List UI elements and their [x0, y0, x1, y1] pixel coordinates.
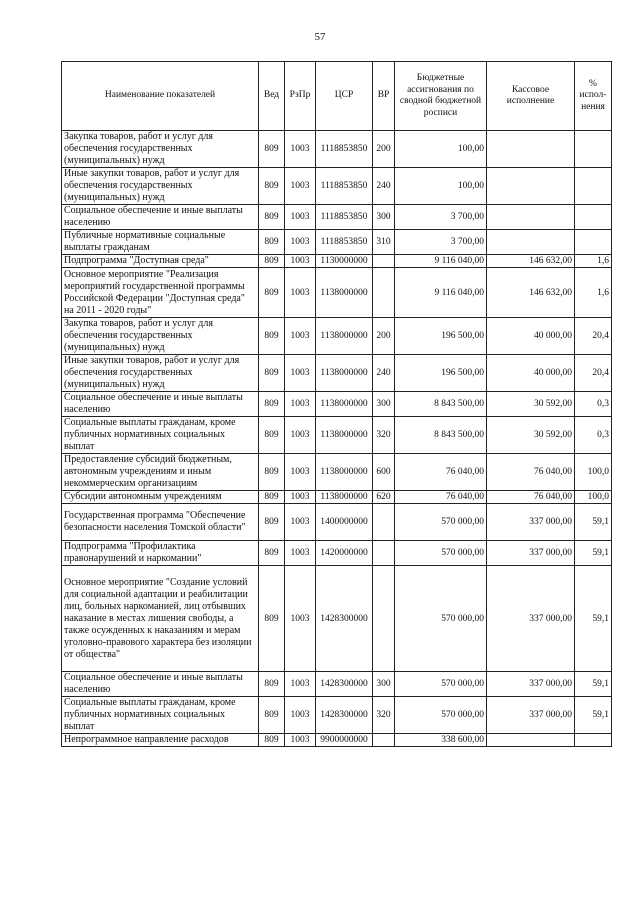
cell-csr: 1138000000: [316, 491, 373, 504]
cell-percent: [575, 734, 612, 747]
cell-budget: 570 000,00: [395, 504, 487, 541]
cell-cash: 337 000,00: [487, 504, 575, 541]
cell-budget: 570 000,00: [395, 541, 487, 566]
cell-budget: 9 116 040,00: [395, 255, 487, 268]
cell-percent: 0,3: [575, 417, 612, 454]
cell-percent: 59,1: [575, 697, 612, 734]
cell-cash: 337 000,00: [487, 566, 575, 672]
cell-budget: 100,00: [395, 168, 487, 205]
cell-name: Социальное обеспечение и иные выплаты населению: [62, 205, 259, 230]
cell-rzpr: 1003: [285, 417, 316, 454]
cell-percent: 20,4: [575, 355, 612, 392]
table-row: [62, 566, 612, 672]
cell-percent: [575, 168, 612, 205]
cell-vr: 320: [373, 417, 395, 454]
cell-ved: 809: [259, 168, 285, 205]
cell-percent: [575, 230, 612, 255]
cell-name: Социальное обеспечение и иные выплаты населению: [62, 672, 259, 697]
cell-cash: [487, 734, 575, 747]
cell-percent: 20,4: [575, 318, 612, 355]
cell-percent: 59,1: [575, 541, 612, 566]
cell-budget: 3 700,00: [395, 205, 487, 230]
header-budget: Бюджетные ассигнования по сводной бюджетной росписи: [395, 62, 487, 131]
cell-cash: 30 592,00: [487, 392, 575, 417]
cell-ved: 809: [259, 131, 285, 168]
cell-ved: 809: [259, 491, 285, 504]
cell-csr: 1118853850: [316, 230, 373, 255]
cell-rzpr: 1003: [285, 697, 316, 734]
cell-name: Подпрограмма "Профилактика правонарушений и наркомании": [62, 541, 259, 566]
header-csr: ЦСР: [316, 62, 373, 131]
table-row: [62, 734, 612, 747]
cell-vr: 300: [373, 205, 395, 230]
cell-cash: [487, 131, 575, 168]
cell-vr: 310: [373, 230, 395, 255]
cell-rzpr: 1003: [285, 268, 316, 318]
cell-vr: [373, 268, 395, 318]
cell-csr: 1130000000: [316, 255, 373, 268]
table-row: [62, 355, 612, 392]
table-row: [62, 168, 612, 205]
cell-budget: 8 843 500,00: [395, 392, 487, 417]
table-row: [62, 491, 612, 504]
cell-budget: 338 600,00: [395, 734, 487, 747]
cell-vr: 240: [373, 355, 395, 392]
cell-name: Основное мероприятие "Реализация мероприятий государственной программы Российской Федерации "Доступная среда" на 2011 - 2020 годы": [62, 268, 259, 318]
header-cash: Кассовое исполнение: [487, 62, 575, 131]
cell-csr: 1428300000: [316, 697, 373, 734]
cell-budget: 570 000,00: [395, 672, 487, 697]
cell-ved: 809: [259, 697, 285, 734]
cell-name: Государственная программа "Обеспечение безопасности населения Томской области": [62, 504, 259, 541]
cell-vr: 300: [373, 672, 395, 697]
cell-name: Закупка товаров, работ и услуг для обеспечения государственных (муниципальных) нужд: [62, 131, 259, 168]
table-row: [62, 454, 612, 491]
cell-cash: 40 000,00: [487, 355, 575, 392]
cell-budget: 196 500,00: [395, 355, 487, 392]
table-row: [62, 392, 612, 417]
cell-percent: [575, 205, 612, 230]
cell-percent: 1,6: [575, 255, 612, 268]
cell-vr: [373, 504, 395, 541]
cell-percent: 59,1: [575, 566, 612, 672]
cell-vr: [373, 255, 395, 268]
cell-rzpr: 1003: [285, 504, 316, 541]
cell-csr: 1138000000: [316, 268, 373, 318]
cell-percent: 0,3: [575, 392, 612, 417]
cell-ved: 809: [259, 541, 285, 566]
table-header-row: [62, 62, 612, 131]
cell-csr: 1138000000: [316, 355, 373, 392]
cell-vr: 200: [373, 318, 395, 355]
header-percent: % испол-нения: [575, 62, 612, 131]
cell-vr: 300: [373, 392, 395, 417]
cell-csr: 1138000000: [316, 392, 373, 417]
cell-csr: 1428300000: [316, 566, 373, 672]
cell-rzpr: 1003: [285, 318, 316, 355]
cell-ved: 809: [259, 504, 285, 541]
cell-csr: 1138000000: [316, 454, 373, 491]
cell-rzpr: 1003: [285, 205, 316, 230]
table-row: [62, 268, 612, 318]
cell-csr: 1420000000: [316, 541, 373, 566]
cell-cash: 76 040,00: [487, 454, 575, 491]
cell-name: Социальные выплаты гражданам, кроме публичных нормативных социальных выплат: [62, 697, 259, 734]
cell-ved: 809: [259, 230, 285, 255]
cell-csr: 1428300000: [316, 672, 373, 697]
cell-csr: 1118853850: [316, 168, 373, 205]
header-ved: Вед: [259, 62, 285, 131]
cell-csr: 1118853850: [316, 205, 373, 230]
cell-ved: 809: [259, 417, 285, 454]
cell-budget: 570 000,00: [395, 697, 487, 734]
cell-budget: 196 500,00: [395, 318, 487, 355]
cell-cash: [487, 230, 575, 255]
table-row: [62, 230, 612, 255]
cell-rzpr: 1003: [285, 355, 316, 392]
cell-cash: [487, 205, 575, 230]
cell-vr: 240: [373, 168, 395, 205]
cell-percent: 59,1: [575, 504, 612, 541]
table-row: [62, 318, 612, 355]
cell-budget: 3 700,00: [395, 230, 487, 255]
table-row: [62, 131, 612, 168]
cell-ved: 809: [259, 566, 285, 672]
header-rzpr: РзПр: [285, 62, 316, 131]
cell-name: Иные закупки товаров, работ и услуг для обеспечения государственных (муниципальных) нужд: [62, 168, 259, 205]
cell-rzpr: 1003: [285, 672, 316, 697]
cell-name: Закупка товаров, работ и услуг для обеспечения государственных (муниципальных) нужд: [62, 318, 259, 355]
cell-rzpr: 1003: [285, 131, 316, 168]
table-row: [62, 697, 612, 734]
cell-budget: 8 843 500,00: [395, 417, 487, 454]
cell-percent: 1,6: [575, 268, 612, 318]
cell-cash: 337 000,00: [487, 697, 575, 734]
cell-name: Социальные выплаты гражданам, кроме публичных нормативных социальных выплат: [62, 417, 259, 454]
cell-rzpr: 1003: [285, 392, 316, 417]
cell-csr: 1400000000: [316, 504, 373, 541]
cell-name: Непрограммное направление расходов: [62, 734, 259, 747]
table-row: [62, 205, 612, 230]
cell-ved: 809: [259, 734, 285, 747]
cell-ved: 809: [259, 672, 285, 697]
cell-budget: 9 116 040,00: [395, 268, 487, 318]
header-vr: ВР: [373, 62, 395, 131]
table-body: [62, 131, 612, 747]
cell-vr: [373, 734, 395, 747]
cell-ved: 809: [259, 205, 285, 230]
cell-name: Субсидии автономным учреждениям: [62, 491, 259, 504]
cell-vr: [373, 541, 395, 566]
cell-vr: 320: [373, 697, 395, 734]
cell-cash: 40 000,00: [487, 318, 575, 355]
cell-csr: 1138000000: [316, 417, 373, 454]
cell-rzpr: 1003: [285, 734, 316, 747]
cell-cash: 337 000,00: [487, 672, 575, 697]
cell-ved: 809: [259, 268, 285, 318]
table-row: [62, 504, 612, 541]
cell-budget: 570 000,00: [395, 566, 487, 672]
cell-rzpr: 1003: [285, 230, 316, 255]
cell-percent: 100,0: [575, 454, 612, 491]
header-name: Наименование показателей: [62, 62, 259, 131]
table-row: [62, 672, 612, 697]
cell-cash: 146 632,00: [487, 255, 575, 268]
cell-cash: 337 000,00: [487, 541, 575, 566]
cell-csr: 1118853850: [316, 131, 373, 168]
table-row: [62, 541, 612, 566]
cell-budget: 76 040,00: [395, 454, 487, 491]
cell-vr: 200: [373, 131, 395, 168]
table-row: [62, 255, 612, 268]
cell-ved: 809: [259, 454, 285, 491]
cell-rzpr: 1003: [285, 168, 316, 205]
cell-ved: 809: [259, 255, 285, 268]
cell-rzpr: 1003: [285, 541, 316, 566]
cell-name: Предоставление субсидий бюджетным, автономным учреждениям и иным некоммерческим организациям: [62, 454, 259, 491]
cell-ved: 809: [259, 355, 285, 392]
cell-name: Иные закупки товаров, работ и услуг для обеспечения государственных (муниципальных) нужд: [62, 355, 259, 392]
cell-rzpr: 1003: [285, 566, 316, 672]
cell-name: Основное мероприятие "Создание условий для социальной адаптации и реабилитации лиц, больных наркоманией, лиц отбывших наказание в местах лишения свободы, а также осужденных к наказаниям и мерам уголовно-правового характера без изоляции от общества": [62, 566, 259, 672]
cell-cash: 30 592,00: [487, 417, 575, 454]
cell-cash: 76 040,00: [487, 491, 575, 504]
cell-csr: 9900000000: [316, 734, 373, 747]
cell-percent: 59,1: [575, 672, 612, 697]
cell-name: Подпрограмма "Доступная среда": [62, 255, 259, 268]
cell-cash: [487, 168, 575, 205]
cell-name: Социальное обеспечение и иные выплаты населению: [62, 392, 259, 417]
cell-rzpr: 1003: [285, 454, 316, 491]
cell-vr: [373, 566, 395, 672]
cell-ved: 809: [259, 318, 285, 355]
cell-percent: [575, 131, 612, 168]
page-number: 57: [314, 31, 326, 43]
cell-vr: 620: [373, 491, 395, 504]
cell-rzpr: 1003: [285, 491, 316, 504]
cell-percent: 100,0: [575, 491, 612, 504]
cell-budget: 76 040,00: [395, 491, 487, 504]
cell-ved: 809: [259, 392, 285, 417]
cell-vr: 600: [373, 454, 395, 491]
cell-rzpr: 1003: [285, 255, 316, 268]
cell-name: Публичные нормативные социальные выплаты гражданам: [62, 230, 259, 255]
table-row: [62, 417, 612, 454]
budget-table: [61, 61, 612, 747]
cell-budget: 100,00: [395, 131, 487, 168]
cell-csr: 1138000000: [316, 318, 373, 355]
cell-cash: 146 632,00: [487, 268, 575, 318]
